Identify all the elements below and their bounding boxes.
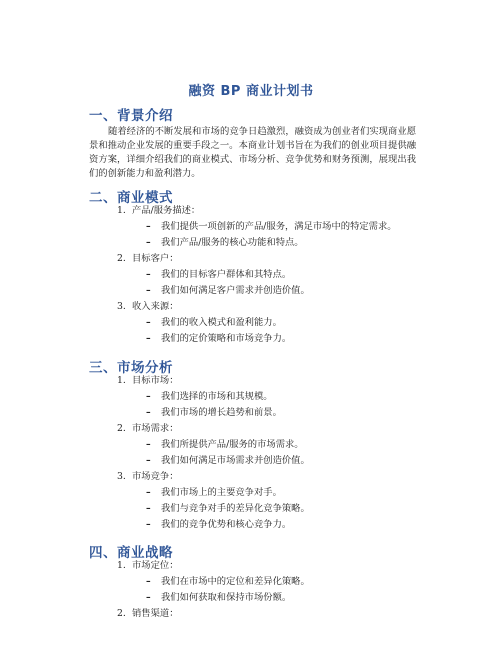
list-item-label: 产品/服务描述： [132, 205, 201, 216]
bullet-item: 我们的目标客户群体和其特点。 [161, 269, 292, 280]
bullet-item: 我们的定价策略和市场竞争力。 [161, 333, 292, 344]
document-title: 融资 BP 商业计划书 [188, 84, 314, 99]
section-heading-background: 一、背景介绍 [89, 108, 173, 124]
dash-bullet: – [146, 221, 151, 232]
bullet-item: 我们在市场中的定位和差异化策略。 [161, 576, 310, 587]
dash-bullet: – [146, 519, 151, 530]
dash-bullet: – [146, 317, 151, 328]
list-number: 2. [117, 423, 126, 434]
dash-bullet: – [146, 487, 151, 498]
bullet-item: 我们如何满足市场需求并创造价值。 [161, 455, 310, 466]
list-number: 1. [117, 375, 126, 386]
bullet-item: 我们如何获取和保持市场份额。 [161, 592, 292, 603]
list-item-label: 目标市场： [132, 375, 179, 386]
dash-bullet: – [146, 285, 151, 296]
section-heading-business-model: 二、商业模式 [89, 190, 173, 206]
bullet-item: 我们产品/服务的核心功能和特点。 [161, 237, 304, 248]
bullet-item: 我们选择的市场和其规模。 [161, 391, 273, 402]
bullet-item: 我们与竞争对手的差异化竞争策略。 [161, 503, 310, 514]
list-item-label: 销售渠道： [132, 608, 179, 619]
dash-bullet: – [146, 592, 151, 603]
dash-bullet: – [146, 333, 151, 344]
dash-bullet: – [146, 391, 151, 402]
list-number: 1. [117, 560, 126, 571]
dash-bullet: – [146, 269, 151, 280]
list-item-label: 收入来源： [132, 301, 179, 312]
list-number: 3. [117, 471, 126, 482]
bullet-item: 我们所提供产品/服务的市场需求。 [161, 439, 304, 450]
bullet-item: 我们如何满足客户需求并创造价值。 [161, 285, 310, 296]
list-item-label: 市场定位： [132, 560, 179, 571]
dash-bullet: – [146, 455, 151, 466]
list-item-label: 市场竞争： [132, 471, 179, 482]
dash-bullet: – [146, 237, 151, 248]
bullet-item: 我们的竞争优势和核心竞争力。 [161, 519, 292, 530]
section-heading-market-analysis: 三、市场分析 [89, 360, 173, 376]
list-number: 1. [117, 205, 126, 216]
list-number: 2. [117, 608, 126, 619]
list-item-label: 目标客户： [132, 253, 179, 264]
section-heading-business-strategy: 四、商业战略 [89, 545, 173, 561]
dash-bullet: – [146, 576, 151, 587]
list-item-label: 市场需求： [132, 423, 179, 434]
bullet-item: 我们市场上的主要竞争对手。 [161, 487, 282, 498]
dash-bullet: – [146, 407, 151, 418]
bullet-item: 我们提供一项创新的产品/服务，满足市场中的特定需求。 [161, 221, 397, 232]
bullet-item: 我们的收入模式和盈利能力。 [161, 317, 282, 328]
list-number: 2. [117, 253, 126, 264]
bullet-item: 我们市场的增长趋势和前景。 [161, 407, 282, 418]
background-paragraph: 随着经济的不断发展和市场的竞争日趋激烈，融资成为创业者们实现商业愿景和推动企业发展的重要手段之一。本商业计划书旨在为我们的创业项目提供融资方案，详细介绍我们的商业模式、市场分析、竞争优势和财务预测，展现出我们的创新能力和盈利潜力。 [89, 126, 416, 179]
dash-bullet: – [146, 439, 151, 450]
list-number: 3. [117, 301, 126, 312]
dash-bullet: – [146, 503, 151, 514]
